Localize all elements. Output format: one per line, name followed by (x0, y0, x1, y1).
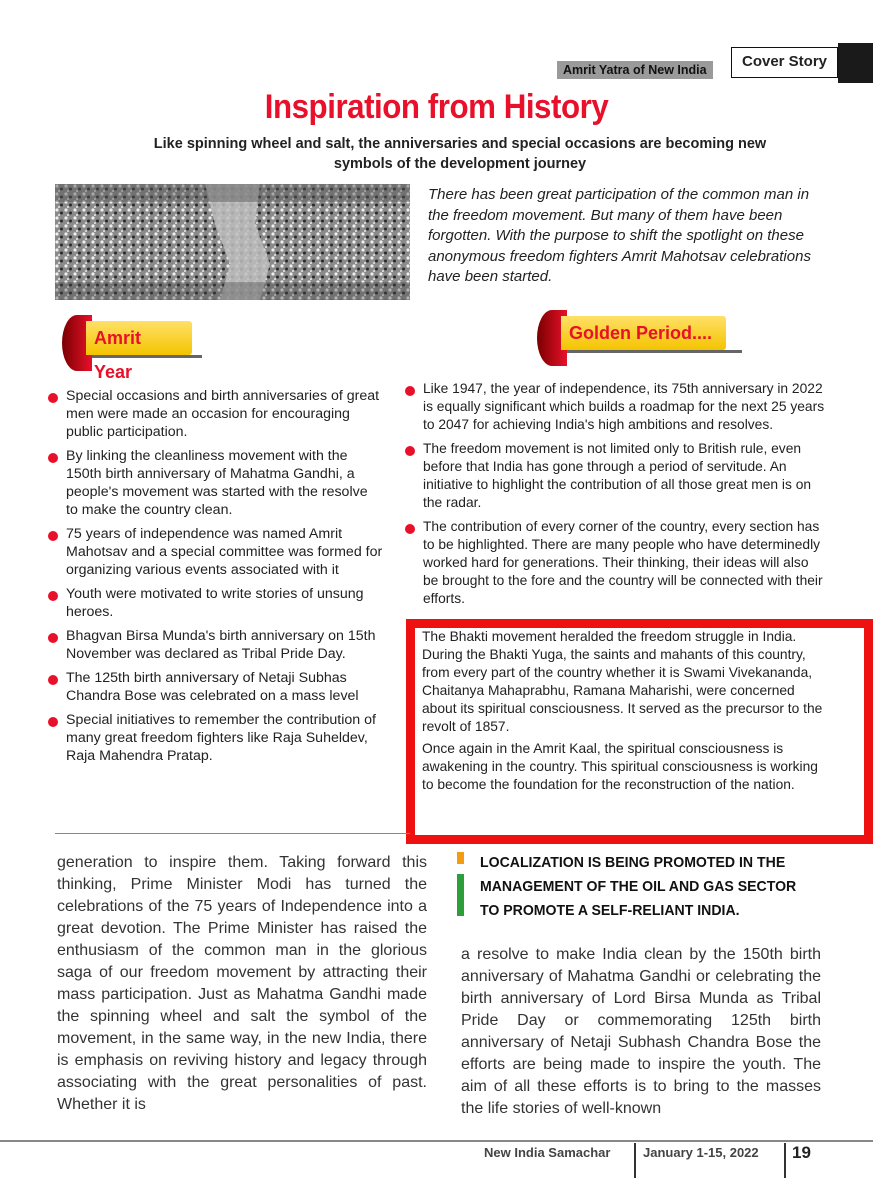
bullet-icon (48, 531, 58, 541)
bullet-icon (405, 386, 415, 396)
highlight-box (406, 619, 873, 844)
footer-separator (784, 1143, 786, 1178)
historical-crowd-photo (55, 184, 410, 300)
amrit-year-ribbon (62, 321, 192, 382)
callout-bar-white (457, 864, 464, 874)
footer-date: January 1-15, 2022 (643, 1145, 759, 1160)
body-right-column: a resolve to make India clean by the 150th birth anniversary of Mahatma Gandhi or celebrating the birth anniversary of Lord Birsa Munda as Tribal Pride Day or commemorating 125th birth anniversary of Netaji Subhash Chandra Bose the efforts are being made to inspire the youth. The aim of all these efforts is to bring to the masses the life stories of well-known (461, 946, 821, 1117)
article-subtitle: Like spinning wheel and salt, the anniversaries and special occasions are becoming new symbols of the development journey (153, 136, 767, 172)
golden-period-ribbon (537, 316, 737, 350)
amrit-year-heading: Amrit Year (86, 321, 192, 355)
footer-separator (634, 1143, 636, 1178)
corner-block (838, 43, 873, 83)
bullet-icon (405, 446, 415, 456)
list-item: The contribution of every corner of the country, every section has to be highlighted. There are many people who have determinedly worked hard for generations. Their thinking, their ideas will also be brought to the fore and the country will be connected with their efforts. (405, 518, 825, 608)
list-item: 75 years of independence was named Amrit Mahotsav and a special committee was formed for organizing various events associated with it (48, 525, 383, 579)
amrit-kaal-paragraph: Once again in the Amrit Kaal, the spiritual consciousness is awakening in the country. This spiritual consciousness is working to become the foundation for the reconstruction of the nation. (422, 741, 818, 792)
callout-quote: LOCALIZATION IS BEING PROMOTED IN THE MANAGEMENT OF THE OIL AND GAS SECTOR TO PROMOTE A SELF-RELIANT INDIA. (480, 854, 797, 919)
callout-bar-green (457, 874, 464, 916)
callout-bar-saffron (457, 852, 464, 864)
bullet-icon (405, 524, 415, 534)
bullet-icon (48, 633, 58, 643)
category-label: Cover Story (731, 47, 838, 78)
body-left-column: generation to inspire them. Taking forward this thinking, Prime Minister Modi has turned the celebrations of the 75 years of Independence into a great devotion. The Prime Minister has raised the enthusiasm of the common man in the glorious saga of our freedom movement by attracting their mass participation. Just as Mahatma Gandhi made the spinning wheel and salt the symbol of the movement, in the same way, in the new India, there is emphasis on reviving history and legacy through associating with the great personalities of past. Whether it is (57, 854, 427, 1113)
list-item: By linking the cleanliness movement with the 150th birth anniversary of Mahatma Gandhi, a people's movement was started with the resolve to make the country clean. (48, 447, 383, 519)
bullet-icon (48, 717, 58, 727)
bullet-icon (48, 393, 58, 403)
bullet-icon (48, 675, 58, 685)
column-divider (55, 833, 410, 834)
article-title: Inspiration from History (264, 88, 609, 126)
list-item: Like 1947, the year of independence, its 75th anniversary in 2022 is equally significant which builds a roadmap for the next 25 years to 2047 for achieving India's high ambitions and resolves. (405, 380, 825, 434)
bullet-icon (48, 453, 58, 463)
list-item: Special initiatives to remember the contribution of many great freedom fighters like Raja Suheldev, Raja Mahendra Pratap. (48, 711, 383, 765)
amrit-year-list (48, 387, 383, 771)
page-number: 19 (792, 1143, 811, 1162)
list-item: Special occasions and birth anniversaries of great men were made an occasion for encouraging public participation. (48, 387, 383, 441)
golden-period-heading: Golden Period.... (561, 316, 726, 350)
ribbon-shadow (92, 355, 202, 358)
golden-period-list (405, 380, 825, 614)
list-item: The freedom movement is not limited only to British rule, even before that India has gone through a period of servitude. An initiative to highlight the contribution of all those great men is on the radar. (405, 440, 825, 512)
footer-magazine: New India Samachar (484, 1145, 611, 1160)
bullet-icon (48, 591, 58, 601)
footer-rule (0, 1140, 873, 1142)
section-tag: Amrit Yatra of New India (557, 61, 713, 79)
list-item: The 125th birth anniversary of Netaji Subhas Chandra Bose was celebrated on a mass level (48, 669, 383, 705)
ribbon-shadow (567, 350, 742, 353)
intro-paragraph: There has been great participation of the common man in the freedom movement. But many of them have been forgotten. With the purpose to shift the spotlight on these anonymous freedom fighters Amrit Mahotsav celebrations have been started. (428, 186, 811, 285)
list-item: Bhagvan Birsa Munda's birth anniversary on 15th November was declared as Tribal Pride Day. (48, 627, 383, 663)
bhakti-paragraph: The Bhakti movement heralded the freedom struggle in India. During the Bhakti Yuga, the saints and mahants of this country, from every part of the country whether it is Swami Vivekananda, Chaitanya Mahaprabhu, Ramana Maharishi, were concerned about its spiritual consciousness. It served as the precursor to the revolt of 1857. (422, 629, 823, 734)
list-item: Youth were motivated to write stories of unsung heroes. (48, 585, 383, 621)
